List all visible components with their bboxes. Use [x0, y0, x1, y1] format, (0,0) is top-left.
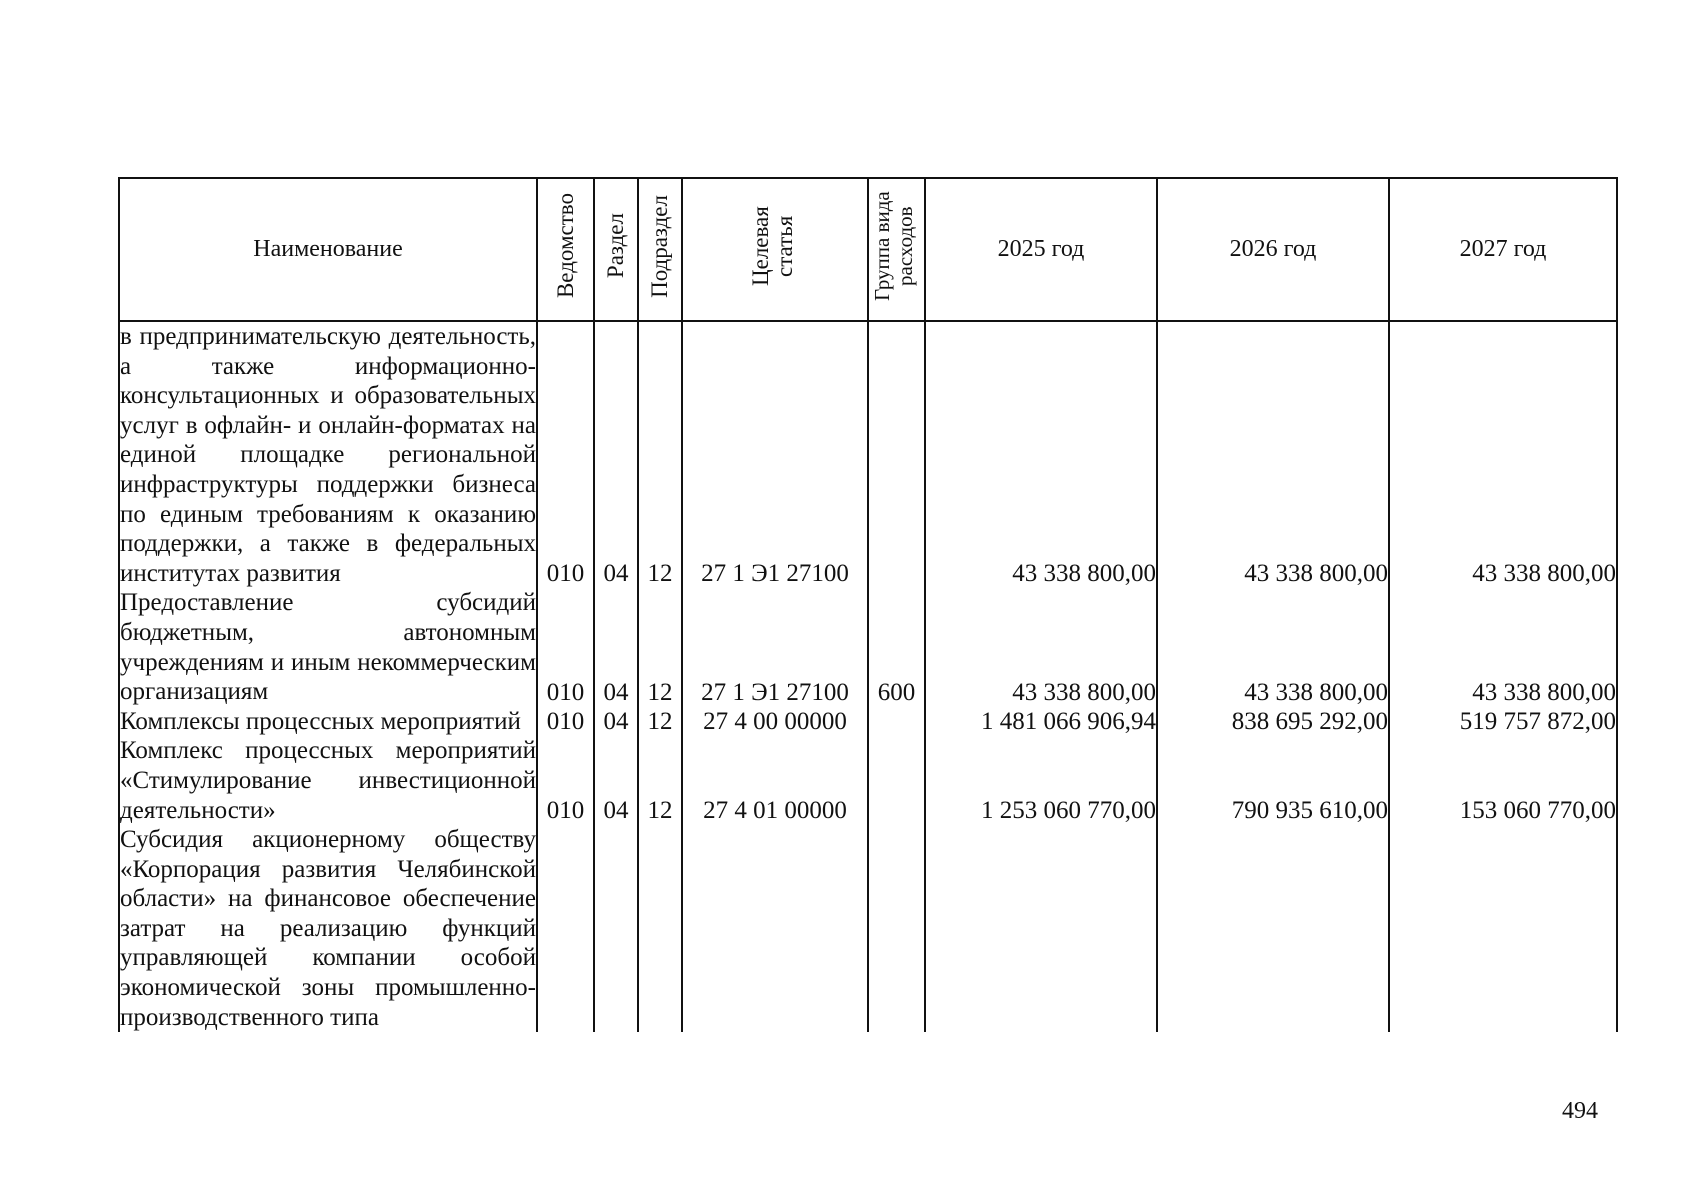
- budget-table: [118, 177, 1618, 1032]
- header-name: Наименование: [119, 178, 537, 321]
- row-2025: 43 338 800,00: [925, 588, 1157, 706]
- table-header-row: [119, 178, 1617, 321]
- row-name: Субсидия акционерному обществу «Корпорация развития Челябинской области» на финансовое обеспечение затрат на реализацию функций управляющей компании особой экономической зоны промышленно-производственного типа: [120, 826, 536, 1031]
- page-number: 494: [1562, 1098, 1598, 1124]
- row-podrazdel: 12: [638, 736, 682, 825]
- row-razdel: 04: [594, 588, 638, 706]
- row-celevaya: 27 4 01 00000: [682, 736, 868, 825]
- row-2025: 1 253 060 770,00: [925, 736, 1157, 825]
- row-celevaya: 27 1 Э1 27100: [682, 588, 868, 706]
- row-celevaya: [682, 825, 868, 1032]
- table-row: [119, 588, 1617, 706]
- table-row: [119, 707, 1617, 737]
- row-name: Комплексы процессных мероприятий: [119, 707, 537, 737]
- row-2026: 43 338 800,00: [1157, 588, 1389, 706]
- row-razdel: [594, 825, 638, 1032]
- row-2025: 43 338 800,00: [925, 321, 1157, 588]
- row-celevaya: 27 4 00 00000: [682, 707, 868, 737]
- row-vedomstvo: 010: [537, 736, 594, 825]
- header-2026: 2026 год: [1157, 178, 1389, 321]
- row-gruppa: [868, 736, 925, 825]
- row-gruppa: [868, 321, 925, 588]
- header-celevaya: Целевая статья: [682, 178, 868, 321]
- row-2027: 43 338 800,00: [1389, 321, 1617, 588]
- header-gruppa: Группа вида расходов: [868, 178, 925, 321]
- row-2027: 153 060 770,00: [1389, 736, 1617, 825]
- row-name: Комплекс процессных мероприятий «Стимулирование инвестиционной деятельности»: [120, 737, 536, 824]
- row-podrazdel: 12: [638, 707, 682, 737]
- row-razdel: 04: [594, 321, 638, 588]
- row-razdel: 04: [594, 736, 638, 825]
- row-2026: 838 695 292,00: [1157, 707, 1389, 737]
- row-2027: [1389, 825, 1617, 1032]
- row-2027: 43 338 800,00: [1389, 588, 1617, 706]
- table-row: [119, 736, 1617, 825]
- row-gruppa: [868, 825, 925, 1032]
- row-vedomstvo: [537, 825, 594, 1032]
- row-2026: 790 935 610,00: [1157, 736, 1389, 825]
- row-2025: [925, 825, 1157, 1032]
- header-razdel: Раздел: [594, 178, 638, 321]
- row-podrazdel: 12: [638, 588, 682, 706]
- row-podrazdel: [638, 825, 682, 1032]
- row-celevaya: 27 1 Э1 27100: [682, 321, 868, 588]
- row-vedomstvo: 010: [537, 707, 594, 737]
- header-vedomstvo: Ведомство: [537, 178, 594, 321]
- row-2027: 519 757 872,00: [1389, 707, 1617, 737]
- table-row: [119, 825, 1617, 1032]
- row-razdel: 04: [594, 707, 638, 737]
- header-2027: 2027 год: [1389, 178, 1617, 321]
- row-podrazdel: 12: [638, 321, 682, 588]
- table-row: [119, 321, 1617, 588]
- header-2025: 2025 год: [925, 178, 1157, 321]
- header-podrazdel: Подраздел: [638, 178, 682, 321]
- row-2025: 1 481 066 906,94: [925, 707, 1157, 737]
- row-vedomstvo: 010: [537, 321, 594, 588]
- row-gruppa: 600: [868, 588, 925, 706]
- row-2026: [1157, 825, 1389, 1032]
- row-name: Предоставление субсидий бюджетным, автономным учреждениям и иным некоммерческим организациям: [120, 589, 536, 706]
- row-gruppa: [868, 707, 925, 737]
- row-vedomstvo: 010: [537, 588, 594, 706]
- row-name: в предпринимательскую деятельность, а также информационно-консультационных и образовательных услуг в офлайн- и онлайн-форматах на единой площадке региональной инфраструктуры поддержки бизнеса по единым требованиям к оказанию поддержки, а также в федеральных институтах развития: [120, 323, 536, 587]
- row-2026: 43 338 800,00: [1157, 321, 1389, 588]
